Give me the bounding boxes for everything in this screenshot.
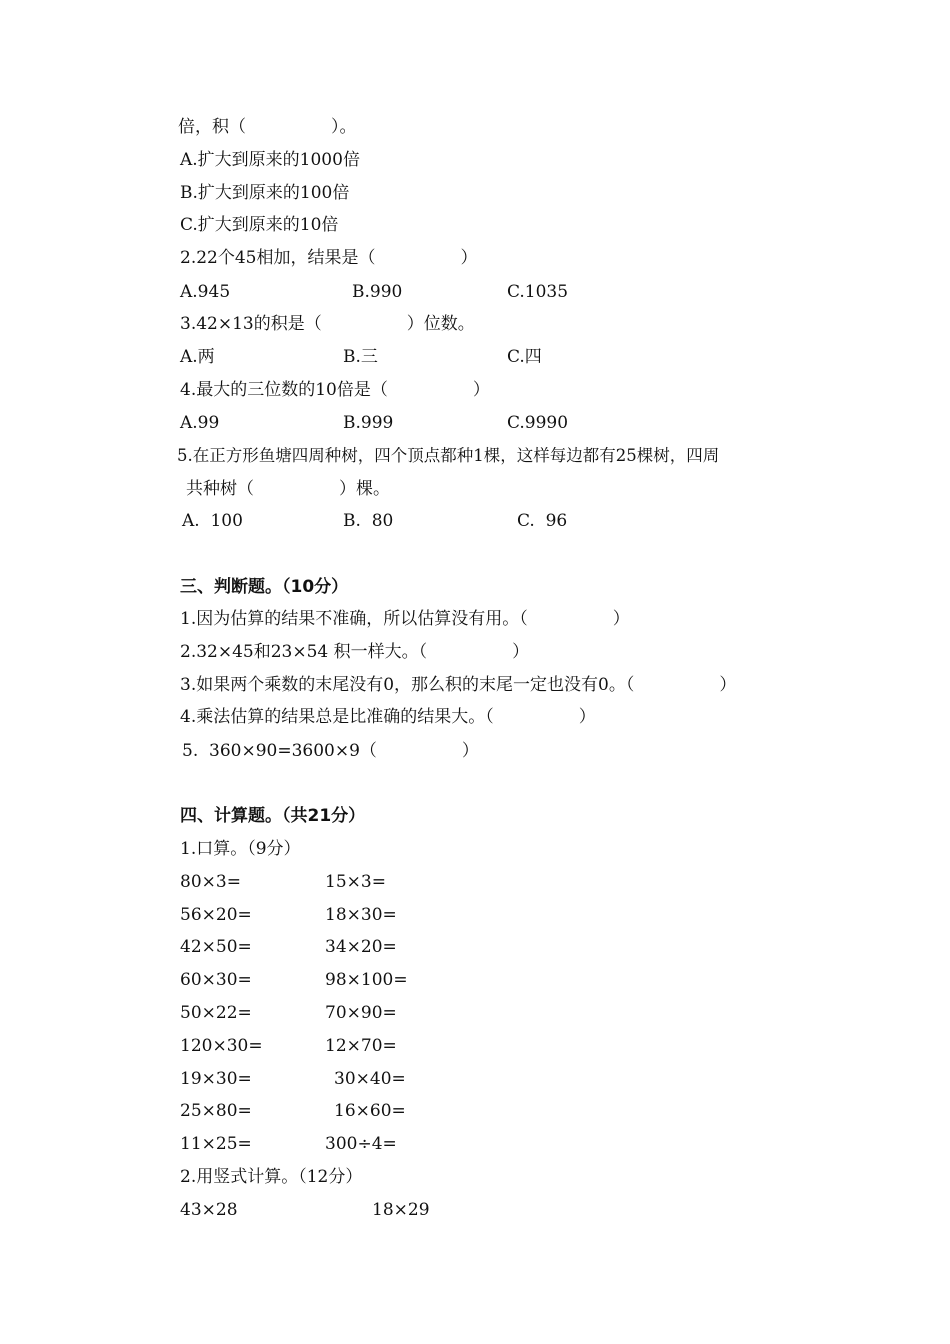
oral-item: 15×3= (325, 872, 386, 892)
oral-item: 30×40= (334, 1069, 406, 1089)
judge-item-1: 1.因为估算的结果不准确，所以估算没有用。（ ） (180, 609, 630, 629)
q1-option-a: A.扩大到原来的1000倍 (180, 150, 360, 170)
oral-item: 120×30= (180, 1036, 263, 1056)
judge-item-2: 2.32×45和23×54 积一样大。（ ） (180, 642, 530, 662)
vertical-calc-title: 2.用竖式计算。（12分） (180, 1167, 363, 1187)
oral-item: 42×50= (180, 937, 252, 957)
q4-option-c: C.9990 (507, 413, 569, 433)
q5-option-b: B. 80 (343, 511, 394, 531)
oral-item: 12×70= (325, 1036, 397, 1056)
oral-item: 16×60= (334, 1101, 406, 1121)
q2-option-a: A.945 (180, 282, 231, 302)
judge-item-3: 3.如果两个乘数的末尾没有0，那么积的末尾一定也没有0。（ ） (180, 675, 737, 695)
oral-item: 56×20= (180, 905, 252, 925)
oral-item: 11×25= (180, 1134, 252, 1154)
q5-text-line2: 共种树（ ）棵。 (186, 479, 390, 499)
oral-item: 34×20= (325, 937, 397, 957)
vertical-item: 18×29 (372, 1200, 430, 1220)
q3-option-b: B.三 (343, 347, 378, 367)
q4-option-a: A.99 (180, 413, 220, 433)
q1-continuation: 倍，积（ ）。 (178, 117, 357, 137)
q2-text: 2.22个45相加，结果是（ ） (180, 248, 478, 268)
oral-item: 300÷4= (325, 1134, 397, 1154)
oral-item: 60×30= (180, 970, 252, 990)
q5-option-a: A. 100 (182, 511, 243, 531)
section3-title: 三、判断题。（10分） (180, 577, 349, 597)
oral-item: 50×22= (180, 1003, 252, 1023)
oral-item: 25×80= (180, 1101, 252, 1121)
q5-text-line1: 5.在正方形鱼塘四周种树，四个顶点都种1棵，这样每边都有25棵树，四周 (177, 446, 720, 465)
oral-item: 80×3= (180, 872, 241, 892)
q2-option-c: C.1035 (507, 282, 569, 302)
q5-option-c: C. 96 (517, 511, 568, 531)
vertical-item: 43×28 (180, 1200, 238, 1220)
q3-text: 3.42×13的积是（ ）位数。 (180, 314, 475, 334)
q1-option-b: B.扩大到原来的100倍 (180, 183, 350, 203)
q1-option-c: C.扩大到原来的10倍 (180, 215, 339, 235)
oral-item: 70×90= (325, 1003, 397, 1023)
judge-item-5: 5. 360×90=3600×9（ ） (182, 741, 479, 761)
judge-item-4: 4.乘法估算的结果总是比准确的结果大。（ ） (180, 707, 596, 727)
oral-calc-title: 1.口算。（9分） (180, 839, 301, 859)
q3-option-a: A.两 (180, 347, 215, 367)
oral-item: 18×30= (325, 905, 397, 925)
q3-option-c: C.四 (507, 347, 542, 367)
q4-text: 4.最大的三位数的10倍是（ ） (180, 380, 490, 400)
oral-item: 19×30= (180, 1069, 252, 1089)
oral-item: 98×100= (325, 970, 408, 990)
q4-option-b: B.999 (343, 413, 394, 433)
q2-option-b: B.990 (352, 282, 403, 302)
section4-title: 四、计算题。（共21分） (180, 806, 366, 826)
